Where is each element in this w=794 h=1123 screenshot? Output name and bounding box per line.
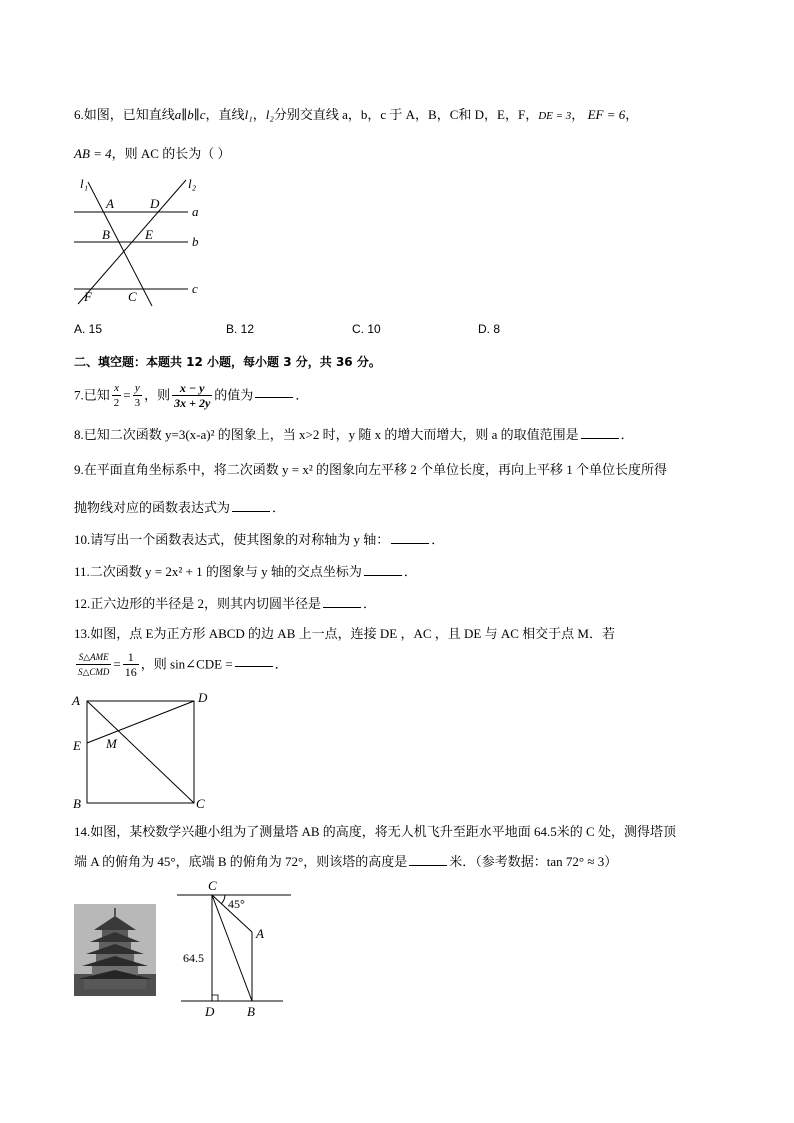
q13-answer-blank[interactable] [235,654,273,667]
q14-figure [175,876,295,1021]
right-angle-mark [212,995,218,1001]
q10-answer-blank[interactable] [391,531,429,544]
q13-line1: 13.如图，点 E为正方形 ABCD 的边 AB 上一点，连接 DE ，AC ，且 DE 与 AC 相交于点 M．若 [74,626,615,641]
q9-line1: 9.在平面直角坐标系中，将二次函数 y = x² 的图象向左平移 2 个单位长度，再向上平移 1 个单位长度所得 [74,462,667,477]
label-A: A [72,693,80,708]
label-E: E [73,738,81,753]
q6-figure [68,170,208,310]
q14-answer-blank[interactable] [409,853,447,866]
line-l1 [88,182,152,306]
q9-answer-blank[interactable] [232,499,270,512]
label-D: D [198,690,208,705]
tower-illustration [74,904,156,996]
label-l1: l₁ [80,176,89,191]
angle-arc [221,895,225,904]
q7: 7.已知 $\frac{x}{2}$ = $\frac{y}{3}$ ，则 $\frac{x - y}{3x + 2y}$ 的值为 ． [74,381,309,410]
q9-line2: 抛物线对应的函数表达式为 ． [74,500,286,515]
label-C: C [196,796,205,811]
segment-ac [87,701,194,803]
segment-de [87,701,194,743]
q12-answer-blank[interactable] [323,595,361,608]
q10: 10.请写出一个函数表达式，使其图象的对称轴为 y 轴： ． [74,532,445,547]
q13-figure [70,688,220,813]
q6-line1: 6.如图，已知直线a∥b∥c，直线l₁，l₂分别交直线 a，b，c 于 A，B，C和 D，E，F，DE = 3， EF = 6， [74,107,639,122]
q6-line2: AB = 4，则 AC 的长为（ ） [74,146,231,161]
q11: 11.二次函数 y = 2x² + 1 的图象与 y 轴的交点坐标为 ． [74,564,417,579]
q6-choice-c: C. 10 [352,322,381,336]
label-F: F [84,289,92,304]
q11-answer-blank[interactable] [364,563,402,576]
label-a: a [192,204,199,219]
label-B: B [73,796,81,811]
tower-photo [74,904,156,996]
label-l2: l₂ [188,176,197,191]
q6-choice-d: D. 8 [478,322,501,336]
label-A: A [256,926,264,941]
q13-line2: $\frac{\text{S△AME}}{\text{S△CMD}}$ = $\frac{1}{16}$ ，则 sin∠CDE = ． [78,650,288,679]
q14-line1: 14.如图，某校数学兴趣小组为了测量塔 AB 的高度，将无人机飞升至距水平地面 64.5米的 C 处，测得塔顶 [74,824,676,839]
label-D: D [205,1004,215,1019]
label-C: C [128,289,137,304]
label-angle: 45° [228,897,245,911]
q12: 12.正六边形的半径是 2，则其内切圆半径是 ． [74,596,377,611]
q7-answer-blank[interactable] [255,385,293,398]
section-fill-in: 二、填空题：本题共 12 小题，每小题 3 分，共 36 分。 [74,355,381,369]
label-E: E [145,227,153,242]
q8-answer-blank[interactable] [581,426,619,439]
label-B: B [247,1004,255,1019]
label-A: A [106,196,114,211]
label-b: b [192,234,199,249]
label-c: c [192,281,198,296]
q6-choice-b: B. 12 [226,322,255,336]
label-D: D [150,196,160,211]
q6-choice-a: A. 15 [74,322,103,336]
label-height: 64.5 [183,951,204,965]
q8: 8.已知二次函数 y=3(x-a)² 的图象上，当 x>2 时，y 随 x 的增大而增大，则 a 的取值范围是 ． [74,427,634,442]
label-B: B [102,227,110,242]
label-M: M [106,736,117,751]
q14-line2: 端 A 的俯角为 45°，底端 B 的俯角为 72°，则该塔的高度是 米．（参考数据：tan 72° ≈ 3） [74,854,618,869]
label-C: C [208,878,217,893]
